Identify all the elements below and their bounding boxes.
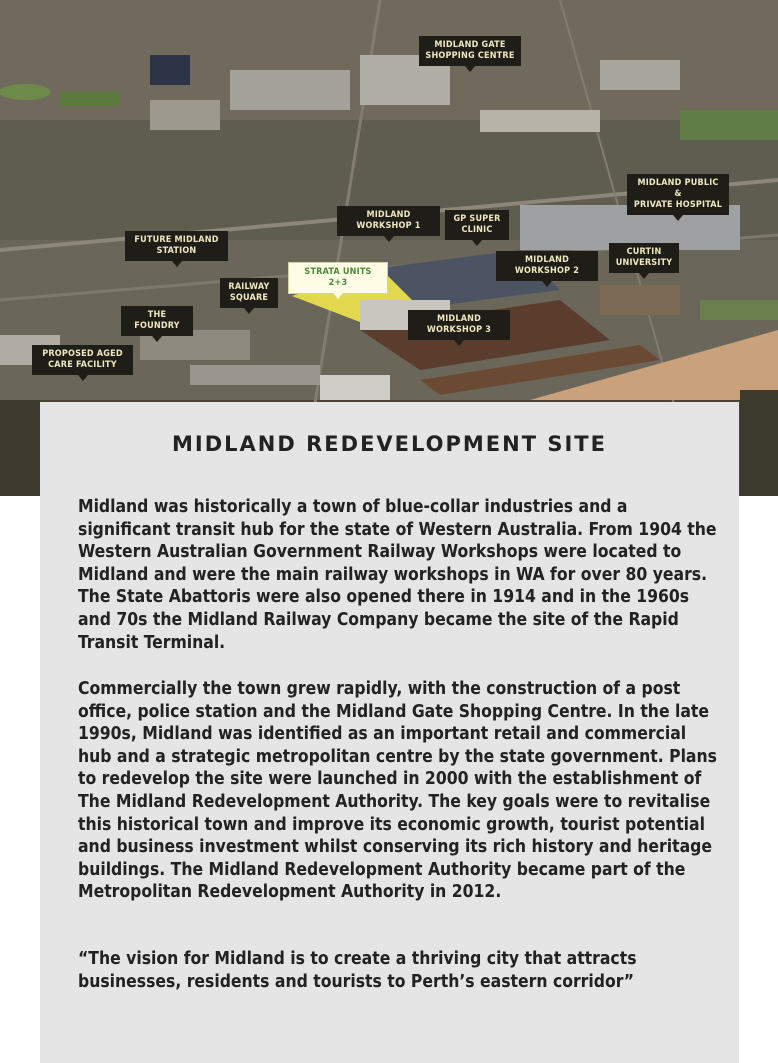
map-label-railway-square: RAILWAY SQUARE: [220, 278, 278, 308]
map-label-workshop-2: MIDLAND WORKSHOP 2: [496, 251, 598, 281]
map-label-strata-units: STRATA UNITS 2+3: [288, 262, 388, 294]
map-label-midland-gate: MIDLAND GATE SHOPPING CENTRE: [419, 36, 521, 66]
map-label-workshop-1: MIDLAND WORKSHOP 1: [337, 206, 440, 236]
map-label-gp-clinic: GP SUPER CLINIC: [445, 210, 509, 240]
map-label-foundry: THE FOUNDRY: [121, 306, 193, 336]
map-label-curtin: CURTIN UNIVERSITY: [609, 243, 679, 273]
map-label-future-station: FUTURE MIDLAND STATION: [125, 231, 228, 261]
history-paragraph: Midland was historically a town of blue-collar industries and a significant transit hub for the state of Western Australia. From 1904 the Western Australian Government Railway Workshops were located to Midland and were the main railway workshops in WA for over 80 years. The State Abattoris were also opened there in 1914 and in the 1960s and 70s the Midland Railway Company became the site of the Rapid Transit Terminal.: [78, 497, 717, 653]
map-label-hospital: MIDLAND PUBLIC & PRIVATE HOSPITAL: [627, 174, 729, 215]
content-panel: [40, 402, 739, 1063]
map-label-workshop-3: MIDLAND WORKSHOP 3: [408, 310, 510, 340]
page-title: MIDLAND REDEVELOPMENT SITE: [172, 432, 607, 456]
commercial-paragraph: Commercially the town grew rapidly, with the construction of a post office, police station and the Midland Gate Shopping Centre. In the late 1990s, Midland was identified as an important retail and commercial hub and a strategic metropolitan centre by the state government. Plans to redevelop the site were launched in 2000 with the establishment of The Midland Redevelopment Authority. The key goals were to revitalise this historical town and improve its economic growth, tourist potential and business investment whilst conserving its rich history and heritage buildings. The Midland Redevelopment Authority became part of the Metropolitan Redevelopment Authority in 2012.: [78, 679, 717, 903]
vision-quote: “The vision for Midland is to create a thriving city that attracts businesses, residents and tourists to Perth’s eastern corridor”: [78, 949, 637, 992]
map-label-aged-care: PROPOSED AGED CARE FACILITY: [32, 345, 133, 375]
